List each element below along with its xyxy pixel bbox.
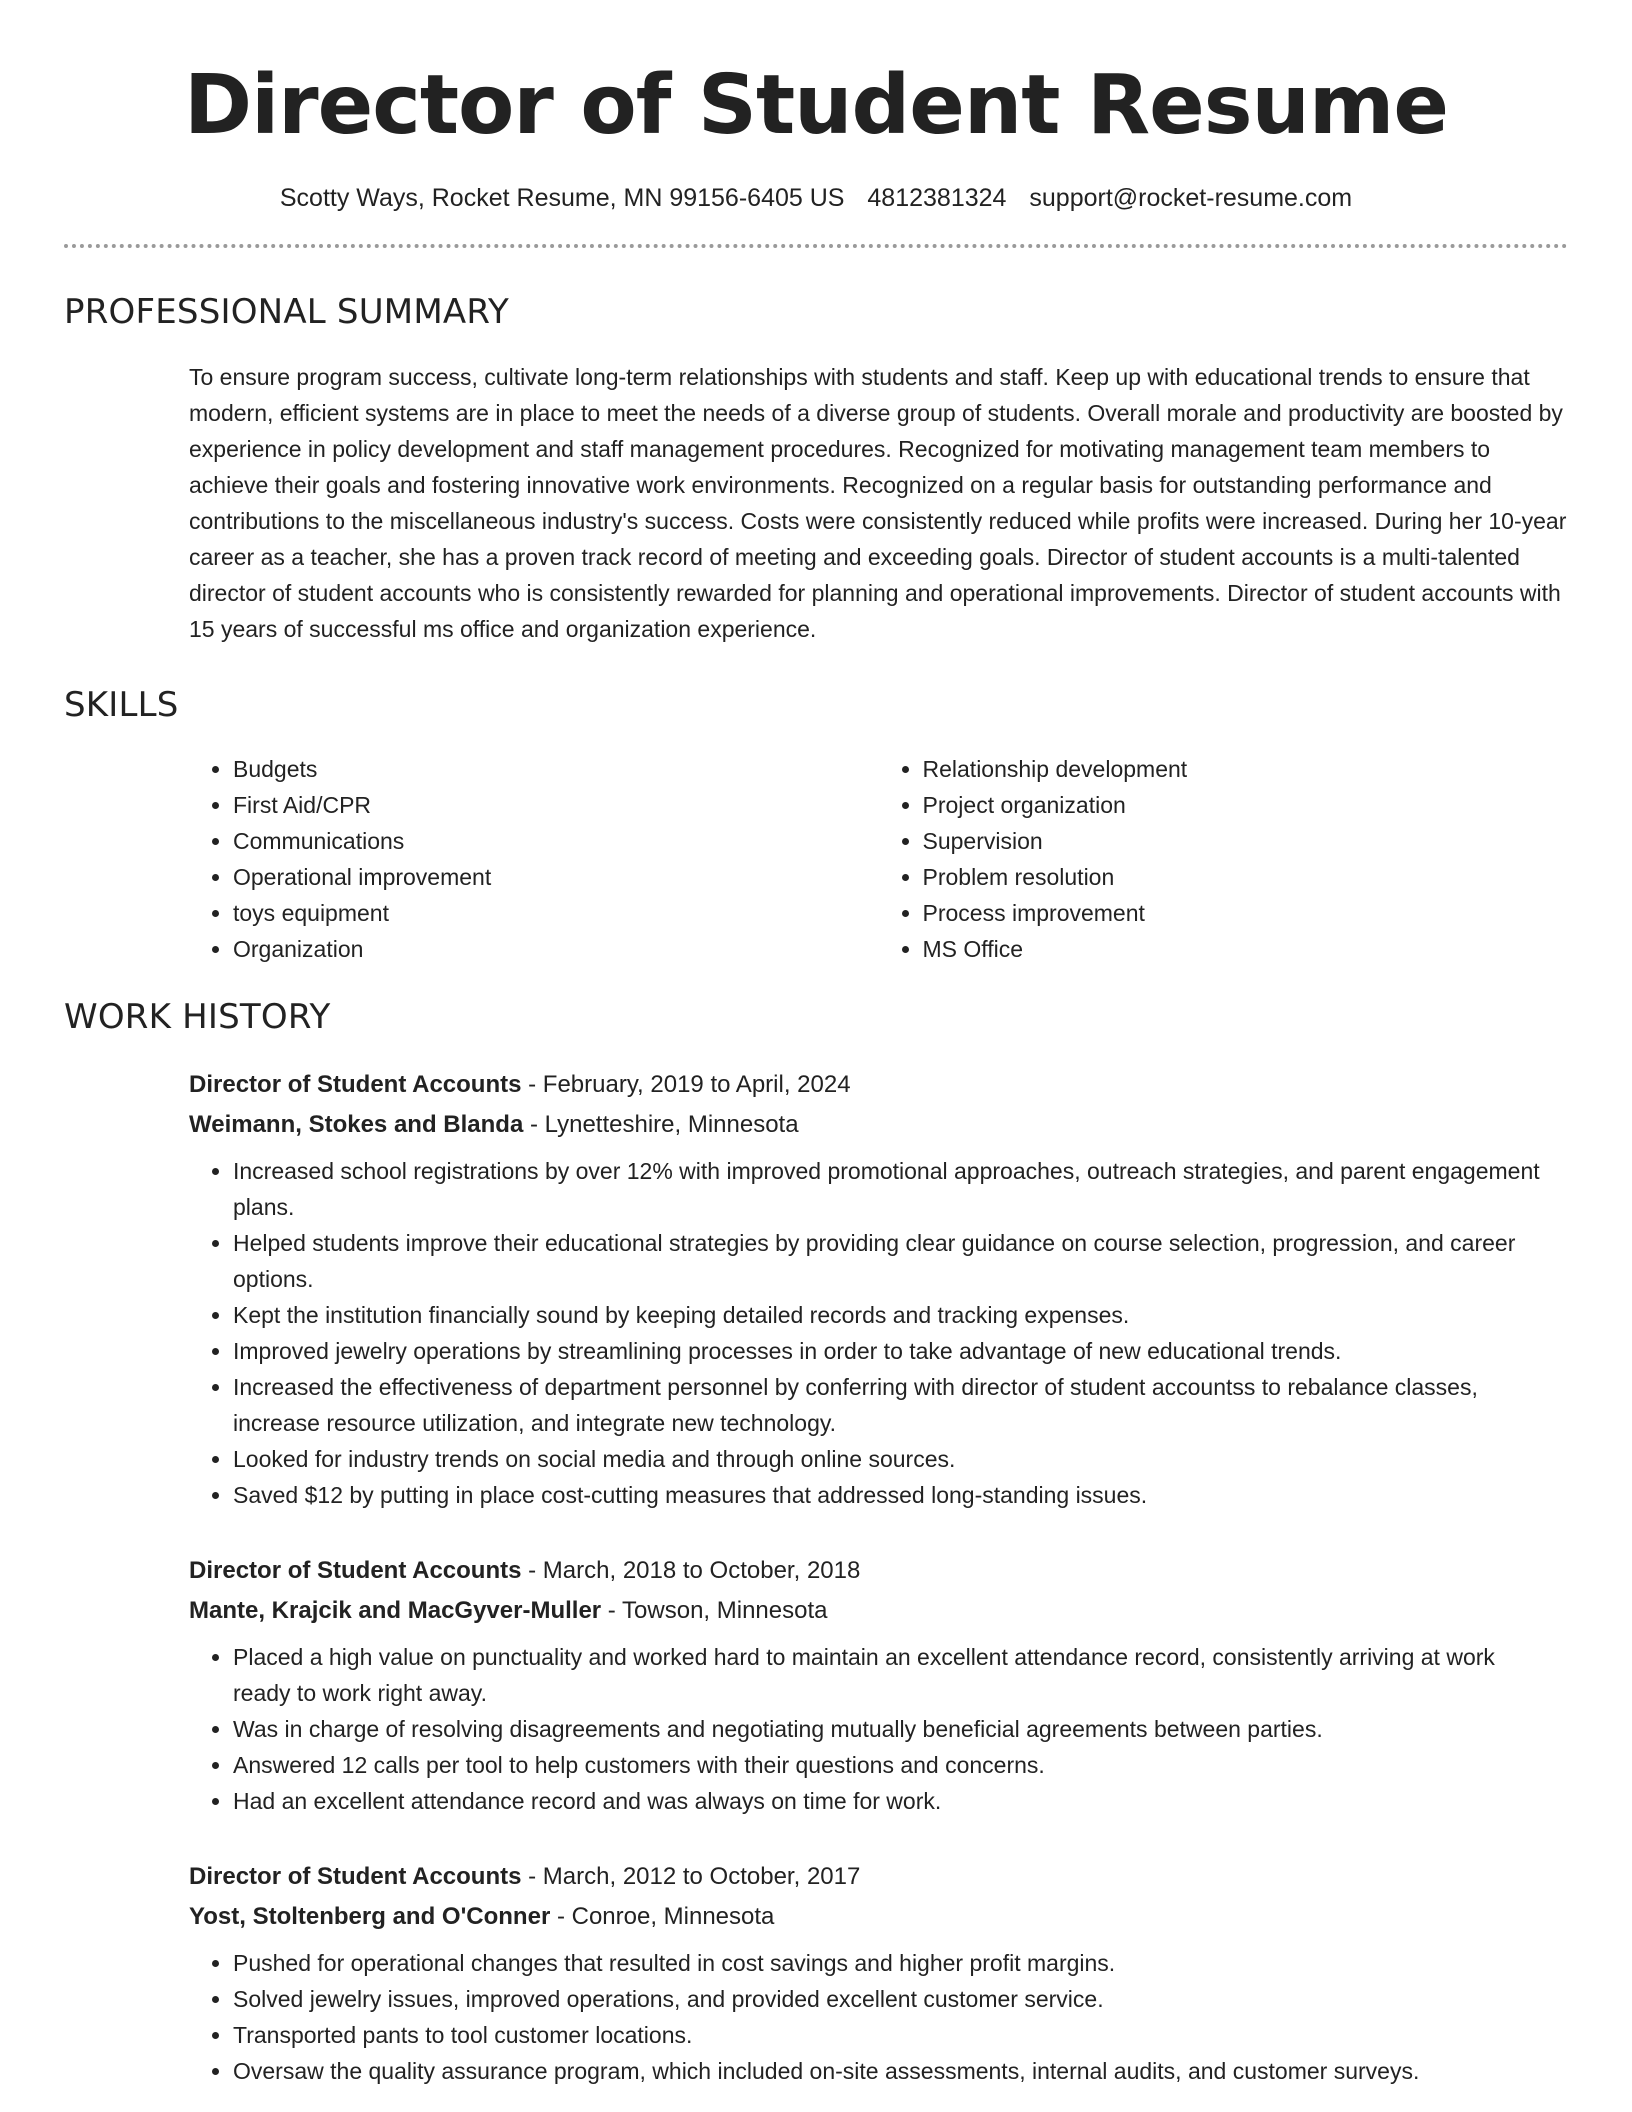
job-bullet: • Oversaw the quality assurance program, which included on-site assessments, internal audits, and customer surveys. bbox=[233, 2053, 1568, 2089]
skills-heading: SKILLS bbox=[64, 685, 179, 725]
job-bullet: • Was in charge of resolving disagreements and negotiating mutually beneficial agreements between parties. bbox=[233, 1711, 1568, 1747]
job-bullet: • Answered 12 calls per tool to help customers with their questions and concerns. bbox=[233, 1747, 1568, 1783]
job-dates: - February, 2019 to April, 2024 bbox=[521, 1071, 851, 1098]
job-bullet: • Solved jewelry issues, improved operations, and provided excellent customer service. bbox=[233, 1981, 1568, 2017]
contact-address: Scotty Ways, Rocket Resume, MN 99156-6405 US bbox=[279, 184, 845, 212]
job-bullet-list bbox=[189, 1153, 1568, 1513]
skill-item: • Process improvement bbox=[923, 895, 1569, 931]
job-location: - Conroe, Minnesota bbox=[550, 1903, 775, 1930]
job-location: - Towson, Minnesota bbox=[601, 1597, 828, 1624]
job-bullet: • Increased the effectiveness of department personnel by conferring with director of student accountss to rebalance classes, increase resource utilization, and integrate new technology. bbox=[233, 1369, 1568, 1441]
job-bullet: • Saved $12 by putting in place cost-cutting measures that addressed long-standing issues. bbox=[233, 1477, 1568, 1513]
job-company-line bbox=[189, 1105, 1568, 1145]
job-bullet: • Pushed for operational changes that resulted in cost savings and higher profit margins. bbox=[233, 1945, 1568, 1981]
job-bullet: • Kept the institution financially sound by keeping detailed records and tracking expenses. bbox=[233, 1297, 1568, 1333]
header-divider bbox=[64, 244, 1568, 248]
job-bullet: • Placed a high value on punctuality and worked hard to maintain an excellent attendance record, consistently arriving at work ready to work right away. bbox=[233, 1639, 1568, 1711]
job-bullet: • Increased school registrations by over 12% with improved promotional approaches, outreach strategies, and parent engagement plans. bbox=[233, 1153, 1568, 1225]
job-entry bbox=[189, 1857, 1568, 2089]
job-entry bbox=[189, 1065, 1568, 1513]
job-bullet: • Helped students improve their educational strategies by providing clear guidance on course selection, progression, and career options. bbox=[233, 1225, 1568, 1297]
job-dates: - March, 2018 to October, 2018 bbox=[521, 1557, 861, 1584]
job-company: Weimann, Stokes and Blanda bbox=[189, 1111, 524, 1138]
skill-item: • Supervision bbox=[923, 823, 1569, 859]
summary-section bbox=[0, 292, 1632, 647]
skill-item: • Organization bbox=[233, 931, 879, 967]
resume-title: Director of Student Resume bbox=[184, 58, 1448, 153]
job-bullet: • Transported pants to tool customer locations. bbox=[233, 2017, 1568, 2053]
summary-text: To ensure program success, cultivate long-term relationships with students and staff. Keep up with educational trends to ensure that modern, efficient systems are in place to meet the needs of a diverse group of students. Overall morale and productivity are boosted by experience in policy development and staff management procedures. Recognized for motivating management team members to achieve their goals and fostering innovative work environments. Recognized on a regular basis for outstanding performance and contributions to the miscellaneous industry's success. Costs were consistently reduced while profits were increased. During her 10-year career as a teacher, she has a proven track record of meeting and exceeding goals. Director of student accounts is a multi-talented director of student accounts who is consistently rewarded for planning and operational improvements. Director of student accounts with 15 years of successful ms office and organization experience. bbox=[189, 364, 1567, 642]
skills-section bbox=[0, 685, 1632, 967]
job-role: Director of Student Accounts bbox=[189, 1557, 522, 1584]
job-role-line bbox=[189, 1065, 1568, 1105]
skill-item: • MS Office bbox=[923, 931, 1569, 967]
work-heading: WORK HISTORY bbox=[64, 997, 331, 1037]
job-role: Director of Student Accounts bbox=[189, 1071, 522, 1098]
skills-columns bbox=[189, 751, 1568, 967]
job-company-line bbox=[189, 1591, 1568, 1631]
skills-list-left bbox=[189, 751, 879, 967]
job-location: - Lynetteshire, Minnesota bbox=[523, 1111, 799, 1138]
skill-item: • Problem resolution bbox=[923, 859, 1569, 895]
skill-item: • Project organization bbox=[923, 787, 1569, 823]
contact-line bbox=[0, 182, 1632, 214]
job-role: Director of Student Accounts bbox=[189, 1863, 522, 1890]
job-role-line bbox=[189, 1551, 1568, 1591]
job-bullet: • Looked for industry trends on social media and through online sources. bbox=[233, 1441, 1568, 1477]
work-section bbox=[0, 997, 1632, 2089]
job-bullet-list bbox=[189, 1945, 1568, 2089]
contact-phone: 4812381324 bbox=[867, 184, 1007, 212]
job-bullet: • Improved jewelry operations by streamlining processes in order to take advantage of new educational trends. bbox=[233, 1333, 1568, 1369]
skill-item: • Communications bbox=[233, 823, 879, 859]
skill-item: • toys equipment bbox=[233, 895, 879, 931]
skill-item: • First Aid/CPR bbox=[233, 787, 879, 823]
summary-heading: PROFESSIONAL SUMMARY bbox=[64, 292, 509, 332]
job-role-line bbox=[189, 1857, 1568, 1897]
job-bullet: • Had an excellent attendance record and was always on time for work. bbox=[233, 1783, 1568, 1819]
skill-item: • Relationship development bbox=[923, 751, 1569, 787]
job-entry bbox=[189, 1551, 1568, 1819]
job-bullet-list bbox=[189, 1639, 1568, 1819]
skill-item: • Operational improvement bbox=[233, 859, 879, 895]
contact-email: support@rocket-resume.com bbox=[1029, 184, 1353, 212]
skills-list-right bbox=[879, 751, 1569, 967]
skill-item: • Budgets bbox=[233, 751, 879, 787]
job-company: Yost, Stoltenberg and O'Conner bbox=[189, 1903, 551, 1930]
job-company-line bbox=[189, 1897, 1568, 1937]
job-company: Mante, Krajcik and MacGyver-Muller bbox=[189, 1597, 602, 1624]
resume-header bbox=[0, 0, 1632, 214]
job-dates: - March, 2012 to October, 2017 bbox=[521, 1863, 861, 1890]
